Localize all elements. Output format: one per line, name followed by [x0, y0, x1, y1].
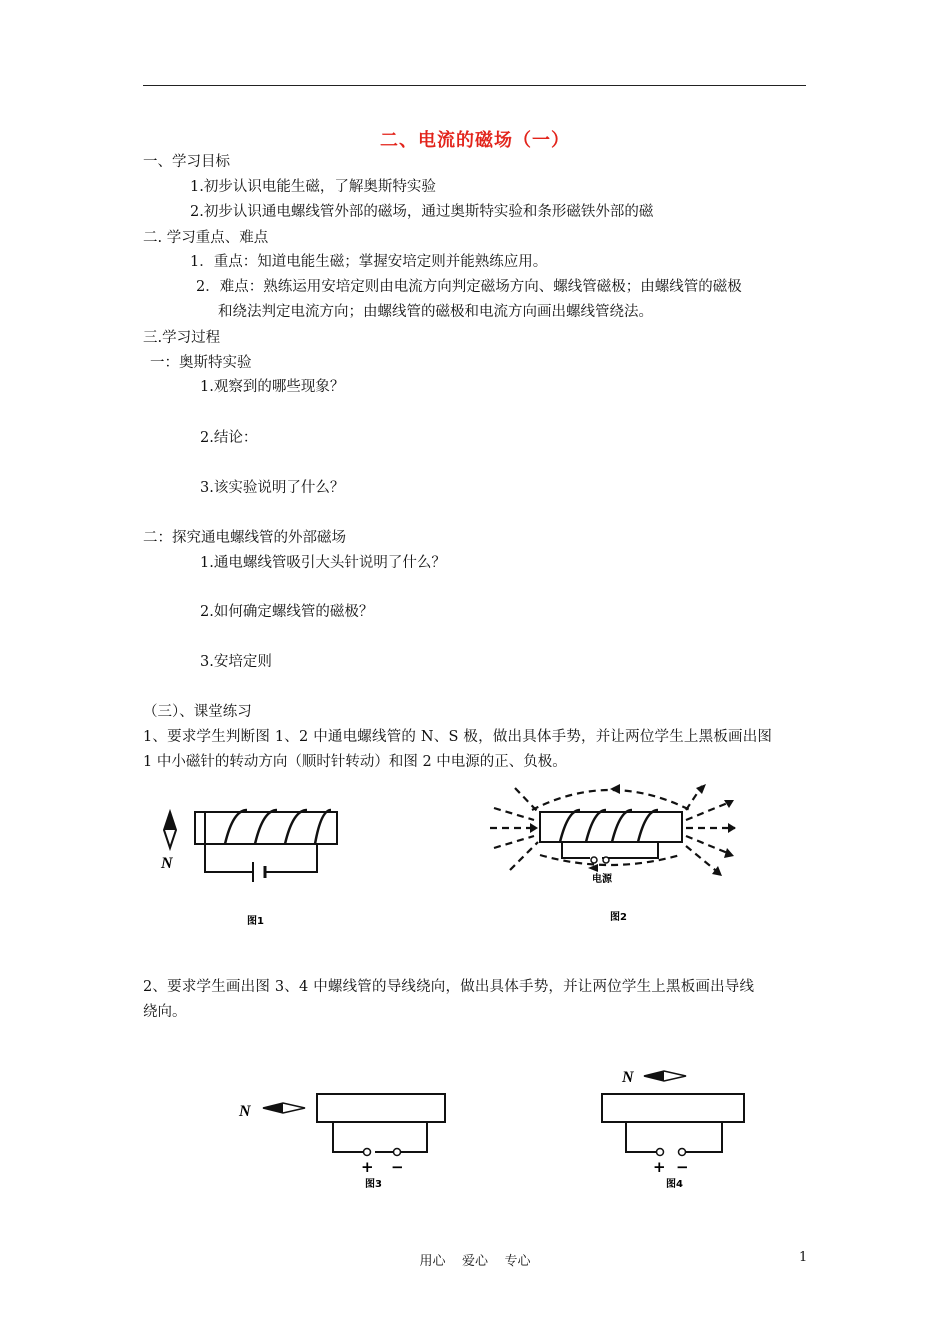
part1-question-3: 3.该实验说明了什么？	[200, 480, 345, 496]
fig3-pole-label: N	[239, 1103, 251, 1120]
fig2-source-label: 电源	[592, 874, 612, 885]
part2-question-2: 2.如何确定螺线管的磁极？	[200, 604, 374, 620]
part3-heading: （三）、课堂练习	[143, 704, 252, 720]
goal-item-1: 1.初步认识电能生磁，了解奥斯特实验	[190, 179, 436, 195]
exercise-1-line2: 1 中小磁针的转动方向（顺时针转动）和图 2 中电源的正、负极。	[143, 754, 567, 770]
figure-1	[155, 800, 355, 930]
fig3-minus: −	[391, 1158, 404, 1176]
page-title: 二、电流的磁场（一）	[380, 130, 570, 151]
figure-3	[235, 1080, 465, 1195]
exercise-2-line2: 绕向。	[143, 1004, 187, 1020]
fig2-caption: 图2	[610, 912, 627, 923]
section-heading-goals: 一、学习目标	[143, 154, 230, 170]
part2-heading: 二：探究通电螺线管的外部磁场	[143, 530, 346, 546]
fig4-caption: 图4	[666, 1179, 683, 1190]
figure-4	[590, 1060, 760, 1195]
fig4-minus: −	[676, 1158, 689, 1176]
exercise-1-line1: 1、要求学生判断图 1、2 中通电螺线管的 N、S 极，做出具体手势，并让两位学生上黑板画出图	[143, 729, 773, 745]
part1-question-2: 2.结论：	[200, 430, 258, 446]
footer-motto: 用心 爱心 专心	[419, 1254, 531, 1269]
part1-heading: 一：奥斯特实验	[150, 355, 252, 371]
fig2-field-lines	[490, 786, 735, 874]
header-rule	[143, 85, 806, 86]
goal-item-2: 2.初步认识通电螺线管外部的磁场，通过奥斯特实验和条形磁铁外部的磁	[190, 204, 654, 220]
section-heading-process: 三.学习过程	[143, 330, 221, 346]
fig3-solenoid	[317, 1094, 445, 1122]
fig3-plus: +	[361, 1158, 374, 1176]
section-heading-keypoints: 二. 学习重点、难点	[143, 230, 269, 246]
fig1-caption: 图1	[247, 916, 264, 927]
exercise-2-line1: 2、要求学生画出图 3、4 中螺线管的导线绕向，做出具体手势，并让两位学生上黑板画出导线	[143, 979, 755, 995]
fig4-solenoid	[602, 1094, 744, 1122]
fig1-pole-label: N	[161, 855, 173, 872]
keypoint-item-1: 1．重点：知道电能生磁；掌握安培定则并能熟练应用。	[190, 254, 548, 270]
part2-question-3: 3.安培定则	[200, 654, 272, 670]
keypoint-item-2-line2: 和绕法判定电流方向；由螺线管的磁极和电流方向画出螺线管绕法。	[218, 304, 653, 320]
part1-question-1: 1.观察到的哪些现象？	[200, 379, 345, 395]
part2-question-1: 1.通电螺线管吸引大头针说明了什么？	[200, 555, 446, 571]
fig4-plus: +	[653, 1158, 666, 1176]
fig3-caption: 图3	[365, 1179, 382, 1190]
fig4-pole-label: N	[622, 1069, 634, 1086]
figure-2	[480, 780, 750, 930]
page-number: 1	[799, 1250, 808, 1265]
keypoint-item-2-line1: 2．难点：熟练运用安培定则由电流方向判定磁场方向、螺线管磁极；由螺线管的磁极	[196, 279, 742, 295]
